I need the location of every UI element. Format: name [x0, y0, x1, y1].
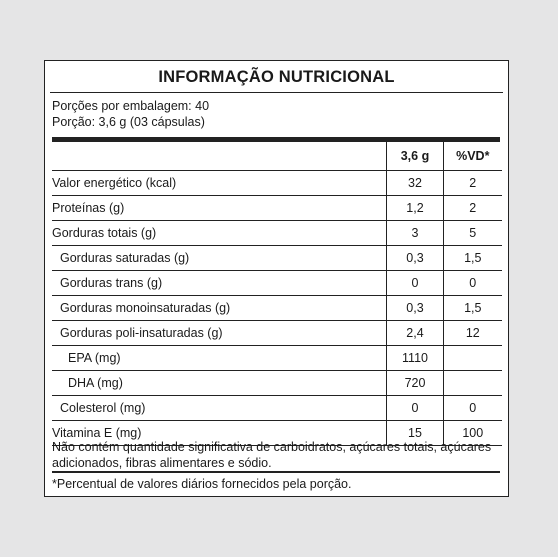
- table-row: [52, 171, 502, 196]
- nutrient-name: Gorduras monoinsaturadas (g): [52, 296, 387, 321]
- nutrition-table: [52, 142, 502, 446]
- nutrition-label: [44, 60, 509, 497]
- nutrient-amount: 0: [387, 396, 443, 421]
- table-row: [52, 321, 502, 346]
- table-row: [52, 346, 502, 371]
- header-amount: 3,6 g: [387, 142, 443, 171]
- nutrient-dv: 5: [443, 221, 502, 246]
- title-divider: [50, 92, 503, 93]
- nutrient-dv: [443, 346, 502, 371]
- nutrient-amount: 2,4: [387, 321, 443, 346]
- nutrient-name: EPA (mg): [52, 346, 387, 371]
- table-row: [52, 221, 502, 246]
- disclaimer-text: Não contém quantidade significativa de carboidratos, açúcares totais, açúcares adicionados, fibras alimentares e sódio.: [52, 440, 492, 470]
- header-daily-value: %VD*: [443, 142, 502, 171]
- nutrient-amount: 720: [387, 371, 443, 396]
- nutrient-name: Vitamina E (mg): [52, 421, 387, 446]
- header-nutrient: [52, 142, 387, 171]
- nutrient-amount: 1110: [387, 346, 443, 371]
- nutrient-amount: 32: [387, 171, 443, 196]
- table-row: [52, 371, 502, 396]
- table-header-row: [52, 142, 502, 171]
- nutrient-amount: 0,3: [387, 296, 443, 321]
- nutrient-name: Gorduras saturadas (g): [52, 246, 387, 271]
- nutrient-dv: 2: [443, 171, 502, 196]
- nutrient-dv: 1,5: [443, 246, 502, 271]
- nutrient-dv: 100: [443, 421, 502, 446]
- nutrient-name: Colesterol (mg): [52, 396, 387, 421]
- label-title: INFORMAÇÃO NUTRICIONAL: [158, 68, 395, 86]
- nutrient-dv: [443, 371, 502, 396]
- nutrient-name: Gorduras trans (g): [52, 271, 387, 296]
- serving-size: Porção: 3,6 g (03 cápsulas): [52, 115, 205, 129]
- nutrient-dv: 2: [443, 196, 502, 221]
- table-row: [52, 271, 502, 296]
- nutrient-amount: 3: [387, 221, 443, 246]
- nutrient-dv: 0: [443, 396, 502, 421]
- nutrient-amount: 15: [387, 421, 443, 446]
- footnote-divider: [52, 471, 500, 473]
- nutrient-dv: 1,5: [443, 296, 502, 321]
- nutrient-amount: 1,2: [387, 196, 443, 221]
- nutrient-name: Gorduras totais (g): [52, 221, 387, 246]
- nutrient-name: DHA (mg): [52, 371, 387, 396]
- table-row: [52, 196, 502, 221]
- footnote-text: *Percentual de valores diários fornecidos pela porção.: [52, 477, 352, 491]
- nutrient-name: Valor energético (kcal): [52, 171, 387, 196]
- servings-per-package: Porções por embalagem: 40: [52, 99, 210, 113]
- nutrient-name: Gorduras poli-insaturadas (g): [52, 321, 387, 346]
- nutrient-name: Proteínas (g): [52, 196, 387, 221]
- nutrient-amount: 0: [387, 271, 443, 296]
- nutrient-dv: 0: [443, 271, 502, 296]
- nutrient-dv: 12: [443, 321, 502, 346]
- nutrient-amount: 0,3: [387, 246, 443, 271]
- table-row: [52, 246, 502, 271]
- table-row: [52, 296, 502, 321]
- table-row: [52, 396, 502, 421]
